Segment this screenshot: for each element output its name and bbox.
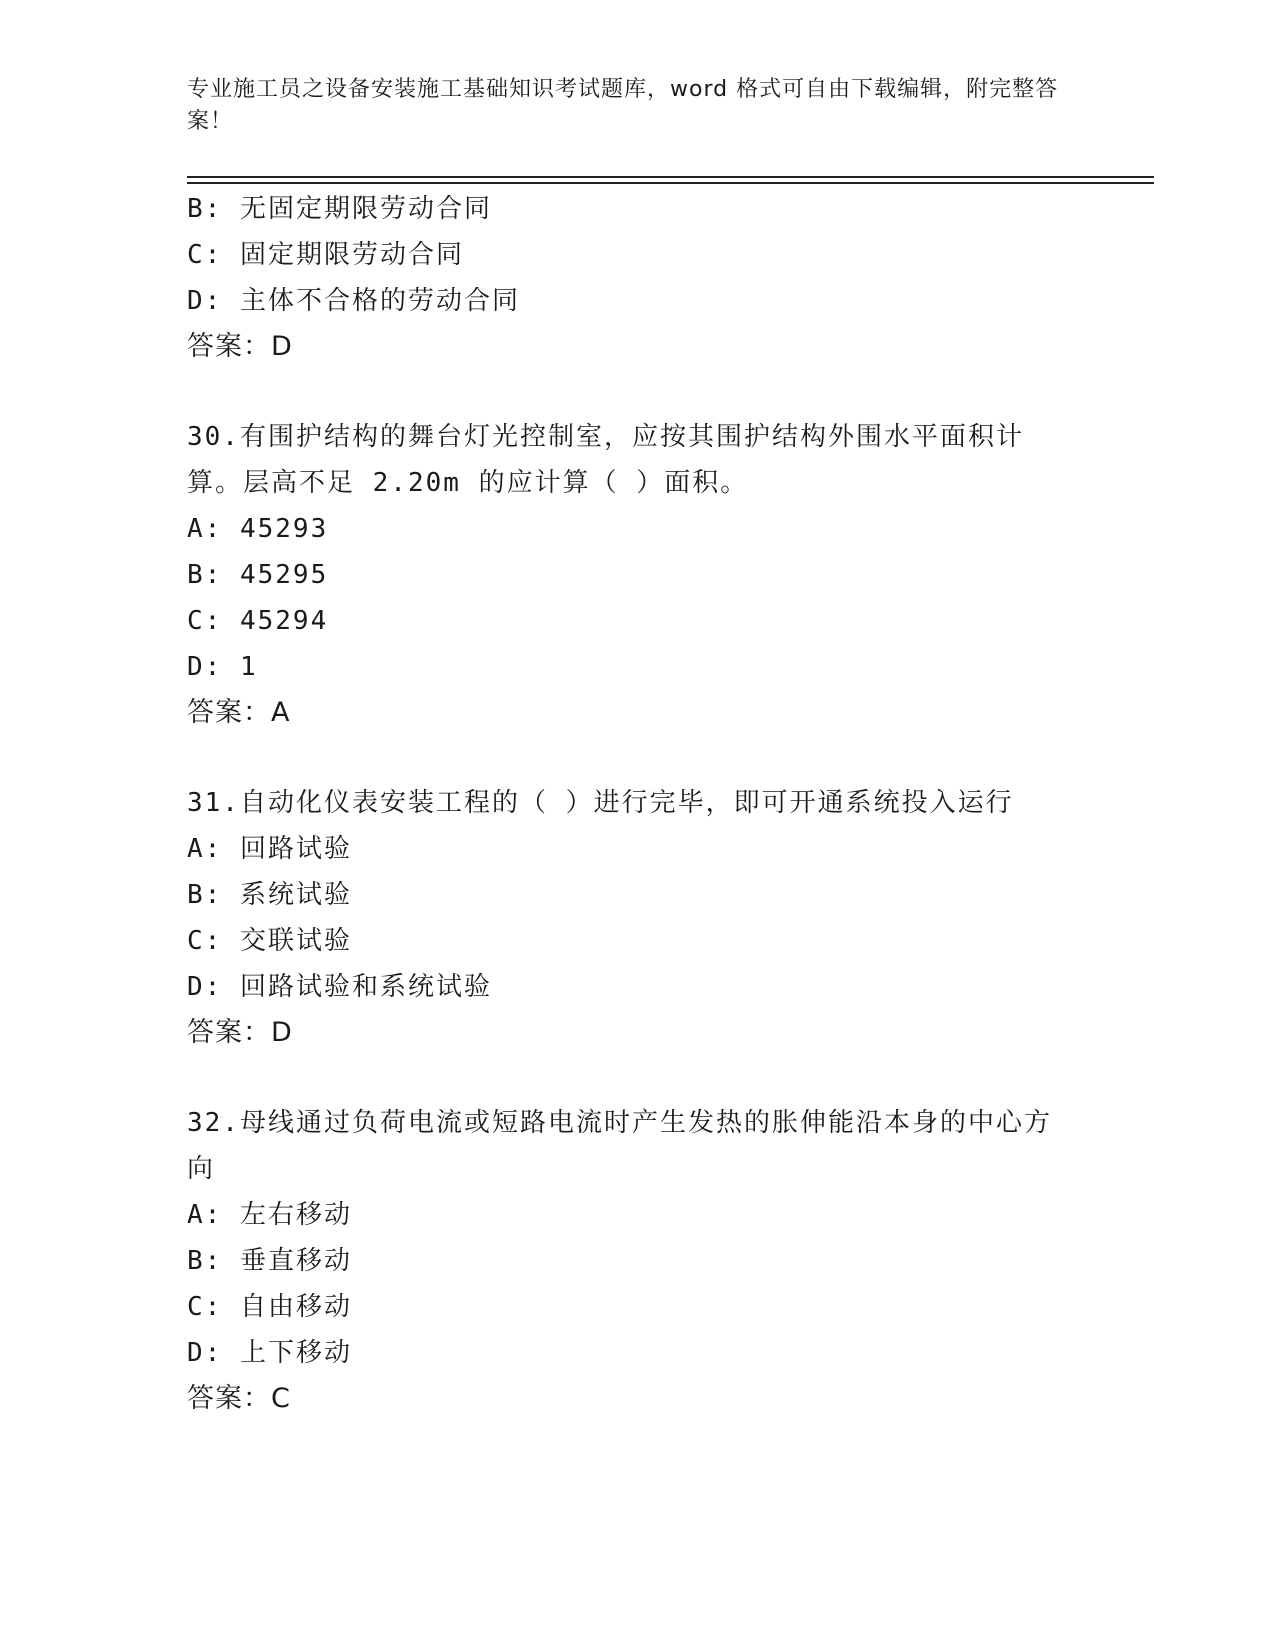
option-c: C: 交联试验 <box>187 926 352 956</box>
option-c: C: 45294 <box>187 606 329 636</box>
header-rule-top <box>187 176 1154 178</box>
option-b: B: 系统试验 <box>187 880 352 910</box>
question-32 <box>187 1100 1087 1422</box>
question-31 <box>187 780 1087 1056</box>
question-text: 30.有围护结构的舞台灯光控制室，应按其围护结构外围水平面积计算。层高不足 2.20m 的应计算（ ）面积。 <box>187 422 1024 498</box>
option-d: D: 回路试验和系统试验 <box>187 972 492 1002</box>
option-d: D: 主体不合格的劳动合同 <box>187 286 520 316</box>
option-b: B: 垂直移动 <box>187 1246 352 1276</box>
option-d: D: 上下移动 <box>187 1338 352 1368</box>
answer: 答案：A <box>187 697 291 728</box>
question-text: 32.母线通过负荷电流或短路电流时产生发热的胀伸能沿本身的中心方向 <box>187 1108 1052 1184</box>
question-list <box>187 186 1087 1422</box>
option-c: C: 自由移动 <box>187 1292 352 1322</box>
option-b: B: 无固定期限劳动合同 <box>187 194 492 224</box>
previous-question-tail <box>187 186 1087 370</box>
question-30 <box>187 414 1087 736</box>
answer: 答案：C <box>187 1383 291 1414</box>
header-rule-bottom <box>187 182 1154 184</box>
document-header: 专业施工员之设备安装施工基础知识考试题库，word 格式可自由下载编辑，附完整答案！ <box>187 77 1059 134</box>
question-text: 31.自动化仪表安装工程的（ ）进行完毕，即可开通系统投入运行 <box>187 788 1014 818</box>
option-b: B: 45295 <box>187 560 329 590</box>
option-a: A: 左右移动 <box>187 1200 352 1230</box>
answer: 答案：D <box>187 331 293 362</box>
option-c: C: 固定期限劳动合同 <box>187 240 464 270</box>
option-d: D: 1 <box>187 652 258 682</box>
option-a: A: 45293 <box>187 514 329 544</box>
answer: 答案：D <box>187 1017 293 1048</box>
option-a: A: 回路试验 <box>187 834 352 864</box>
